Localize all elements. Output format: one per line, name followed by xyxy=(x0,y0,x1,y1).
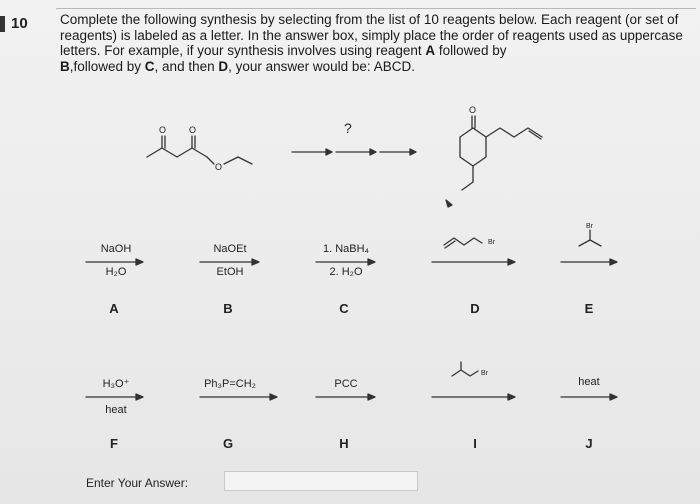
reagent-i-br-label: Br xyxy=(481,370,488,377)
starting-material-structure xyxy=(147,136,252,164)
reagent-f-below: heat xyxy=(105,404,127,416)
reagent-b-below: EtOH xyxy=(216,266,244,278)
reagent-letter-c: C xyxy=(339,301,349,316)
reagent-letter-j: J xyxy=(585,436,593,451)
answer-input[interactable] xyxy=(224,471,418,491)
reagent-f-above: H₃O⁺ xyxy=(102,378,130,390)
reagent-letter-d: D xyxy=(470,301,480,316)
instructions-text-2: followed by xyxy=(435,43,507,58)
reagent-e-br-label: Br xyxy=(586,223,593,230)
scheme-arrows xyxy=(292,149,416,155)
example-reagent-a: A xyxy=(425,43,436,58)
row2-arrows xyxy=(86,394,617,400)
reagent-g-above: Ph₃P=CH₂ xyxy=(204,378,256,390)
instructions-text-5: , your answer would be: ABCD. xyxy=(228,58,415,74)
example-reagent-d: D xyxy=(218,58,229,74)
answer-label: Enter Your Answer: xyxy=(86,476,189,490)
reagent-letter-f: F xyxy=(110,436,118,451)
reagent-letter-g: G xyxy=(222,436,234,451)
reagent-g-conditions xyxy=(185,377,275,391)
question-number: 10 xyxy=(0,16,28,32)
reagent-a-conditions xyxy=(71,242,161,279)
starting-material-oxygen-2: O xyxy=(189,125,197,135)
reagent-b-above: NaOEt xyxy=(213,243,247,255)
reagent-letter-a: A xyxy=(109,301,119,316)
example-reagent-c: C xyxy=(144,58,155,74)
reagent-letter-b: B xyxy=(223,301,233,316)
reagent-f-conditions xyxy=(71,377,161,417)
instructions-text-4: , and then xyxy=(154,58,219,74)
product-structure xyxy=(460,116,542,190)
instructions-text-3: ,followed by xyxy=(69,58,145,74)
reagent-j-conditions xyxy=(544,375,634,389)
reagent-a-below: H₂O xyxy=(105,266,127,278)
unknown-reagents-label: ? xyxy=(344,120,352,136)
reagent-h-above: PCC xyxy=(334,378,358,390)
reagent-c-above: 1. NaBH₄ xyxy=(322,243,370,255)
reagent-b-conditions xyxy=(185,242,275,279)
reagent-letter-e: E xyxy=(584,301,594,316)
reagent-c-below: 2. H₂O xyxy=(329,266,363,278)
reagent-j-above: heat xyxy=(578,376,600,388)
reagent-letter-h: H xyxy=(339,436,349,451)
reagent-a-above: NaOH xyxy=(100,243,132,255)
starting-material-oxygen-3: O xyxy=(215,162,223,172)
reagent-c-conditions xyxy=(301,242,391,279)
reagent-letter-i: I xyxy=(473,436,477,451)
example-reagent-b: B xyxy=(60,58,70,74)
instructions-text-1: Complete the following synthesis by selecting from the list of 10 reagents below. Each reagent (or set of reagents) is labeled as a letter. In the answer box, simply place the order of reagents used as uppercase letters. For example, if your synthesis involves using reagent xyxy=(60,12,683,58)
product-oxygen: O xyxy=(469,105,477,115)
reagent-d-br-label: Br xyxy=(488,239,495,246)
starting-material-oxygen-1: O xyxy=(159,125,167,135)
reagent-h-conditions xyxy=(301,377,391,391)
